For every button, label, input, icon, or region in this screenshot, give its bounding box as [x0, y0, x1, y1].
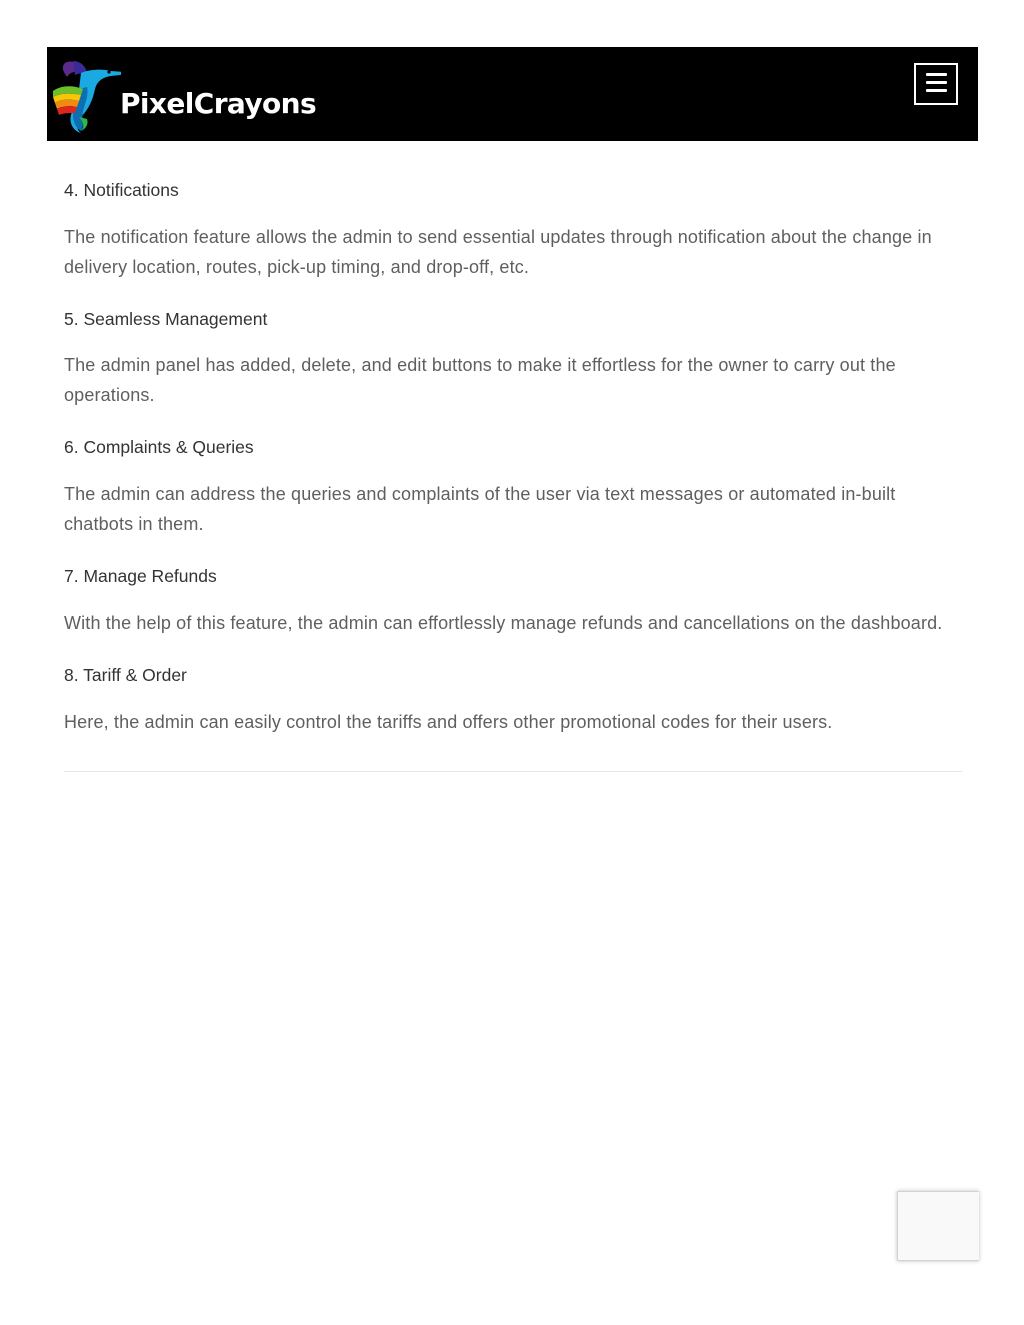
- hamburger-menu-icon: [926, 73, 947, 76]
- brand-name: PixelCrayons: [120, 87, 317, 120]
- section-title-complaints-queries: 6. Complaints & Queries: [64, 437, 254, 457]
- section-title-manage-refunds: 7. Manage Refunds: [64, 566, 217, 586]
- section-body-complaints-queries: The admin can address the queries and complaints of the user via text messages or automated in-built chatbots in them.: [64, 484, 896, 534]
- content-divider: [64, 771, 962, 772]
- site-header: [47, 47, 978, 141]
- section-body-seamless-management: The admin panel has added, delete, and edit buttons to make it effortless for the owner to carry out the operations.: [64, 355, 896, 405]
- section-body-manage-refunds: With the help of this feature, the admin can effortlessly manage refunds and cancellations on the dashboard.: [64, 613, 943, 633]
- recaptcha-badge[interactable]: [897, 1191, 979, 1261]
- hamburger-menu-button[interactable]: [914, 63, 958, 105]
- section-title-seamless-management: 5. Seamless Management: [64, 309, 268, 329]
- hamburger-menu-icon-bar: [926, 81, 947, 84]
- site-logo[interactable]: [51, 59, 317, 133]
- section-title-tariff-order: 8. Tariff & Order: [64, 665, 187, 685]
- hummingbird-logo-icon: [51, 59, 121, 133]
- section-title-notifications: 4. Notifications: [64, 180, 179, 200]
- section-body-notifications: The notification feature allows the admin to send essential updates through notification about the change in delivery location, routes, pick-up timing, and drop-off, etc.: [64, 227, 932, 277]
- section-body-tariff-order: Here, the admin can easily control the tariffs and offers other promotional codes for their users.: [64, 712, 833, 732]
- hamburger-menu-icon-bar: [926, 89, 947, 92]
